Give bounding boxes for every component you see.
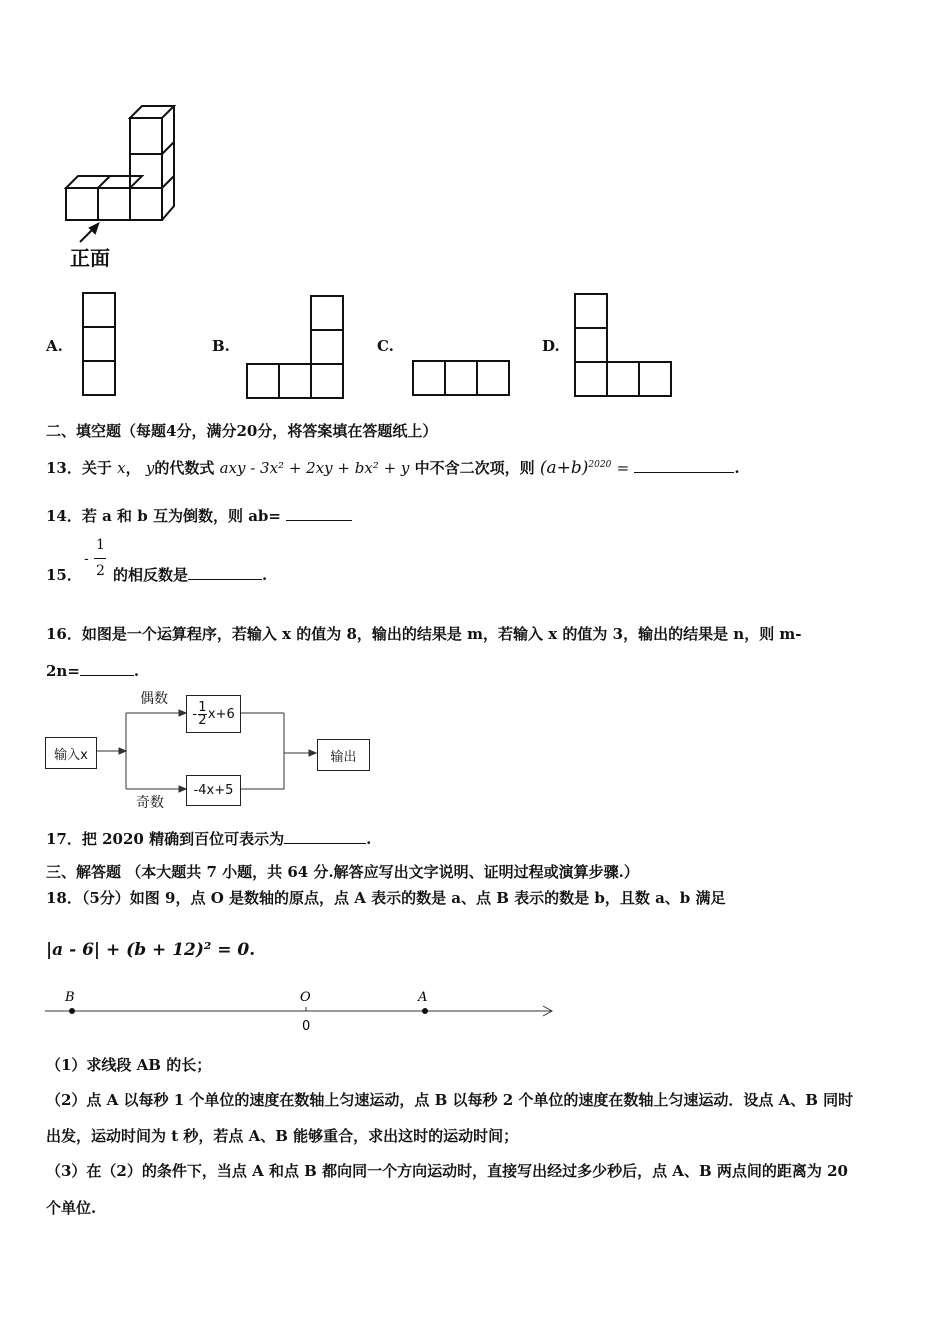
q16-answer-blank[interactable] bbox=[80, 661, 134, 676]
q13-answer-blank[interactable] bbox=[634, 458, 734, 473]
q16-line2: 2n= . bbox=[46, 662, 140, 680]
q18-part2a: （2）点 A 以每秒 1 个单位的速度在数轴上匀速运动，点 B 以每秒 2 个单位的速度在数轴上匀速运动．设点 A、B 同时 bbox=[46, 1091, 854, 1109]
q13: 13．关于 x， y的代数式 axy - 3x² + 2xy + bx² + y 中不含二次项，则 $(a+b)^{2020}$ = . bbox=[46, 458, 740, 478]
point-o-label: O bbox=[300, 990, 311, 1005]
option-c-label: C. bbox=[377, 337, 394, 355]
option-a-figure bbox=[80, 290, 120, 400]
flow-even-label: 偶数 bbox=[140, 691, 168, 707]
option-a-label: A. bbox=[46, 337, 63, 355]
flow-odd-op-box: -4x+5 bbox=[186, 775, 241, 806]
q14: 14．若 a 和 b 互为倒数，则 ab= bbox=[46, 505, 352, 526]
option-c-figure bbox=[410, 358, 514, 400]
number-line bbox=[40, 985, 560, 1035]
q18-part3a: （3）在（2）的条件下，当点 A 和点 B 都向同一个方向运动时，直接写出经过多少秒后，点 A、B 两点间的距离为 20 bbox=[46, 1162, 848, 1180]
q17: 17．把 2020 精确到百位可表示为 . bbox=[46, 830, 372, 848]
q13-expression: axy - 3x² + 2xy + bx² + y bbox=[219, 459, 410, 477]
q16-line1: 16．如图是一个运算程序，若输入 x 的值为 8，输出的结果是 m，若输入 x 的值为 3，输出的结果是 n，则 m- bbox=[46, 625, 802, 643]
q18-part3b: 个单位. bbox=[46, 1199, 97, 1217]
q15-fraction: - 1 2 bbox=[84, 537, 105, 579]
flow-input-box: 输入x bbox=[45, 737, 97, 769]
section2-title: 二、填空题（每题4分，满分20分，将答案填在答题纸上） bbox=[46, 422, 438, 440]
q18-text: 18．（5分）如图 9，点 O 是数轴的原点，点 A 表示的数是 a、点 B 表示的数是 b，且数 a、b 满足 bbox=[46, 889, 726, 907]
option-b-label: B. bbox=[212, 337, 230, 355]
zero-tick-label: 0 bbox=[302, 1019, 311, 1034]
flow-output-box: 输出 bbox=[317, 739, 370, 771]
q15-rest: 的相反数是 . bbox=[113, 566, 268, 584]
q18-part2b: 出发，运动时间为 t 秒，若点 A、B 能够重合，求出这时的运动时间； bbox=[46, 1127, 519, 1145]
point-b-label: B bbox=[65, 990, 75, 1005]
section3-title: 三、解答题 （本大题共 7 小题，共 64 分.解答应写出文字说明、证明过程或演算步骤.） bbox=[46, 863, 639, 881]
flow-odd-label: 奇数 bbox=[136, 795, 164, 811]
q18-condition: |a - 6| + (b + 12)² = 0. bbox=[46, 940, 256, 960]
option-d-label: D. bbox=[542, 337, 560, 355]
q15: 15． bbox=[46, 566, 82, 584]
q15-answer-blank[interactable] bbox=[188, 565, 262, 580]
flow-even-op-box: - 1 2 x+6 bbox=[186, 695, 241, 733]
q14-answer-blank[interactable] bbox=[286, 506, 352, 521]
q17-answer-blank[interactable] bbox=[284, 829, 366, 844]
cube-figure bbox=[40, 100, 200, 275]
front-label: 正面 bbox=[70, 246, 110, 270]
option-b-figure bbox=[244, 292, 348, 402]
option-d-figure bbox=[572, 290, 676, 400]
q18-part1: （1）求线段 AB 的长； bbox=[46, 1056, 212, 1074]
point-a-label: A bbox=[418, 990, 428, 1005]
